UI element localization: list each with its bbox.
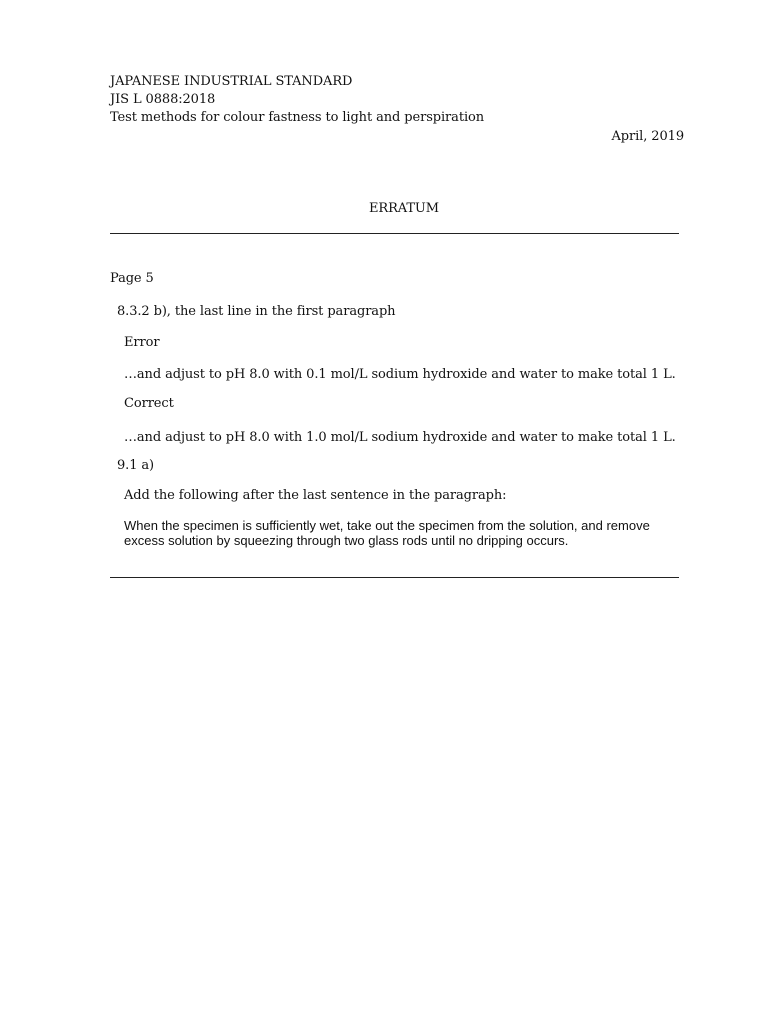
section-2-reference: 9.1 a) [117, 458, 155, 473]
section-2-instruction: Add the following after the last sentence in the paragraph: [124, 488, 507, 503]
error-text: …and adjust to pH 8.0 with 0.1 mol/L sodium hydroxide and water to make total 1 L. [124, 367, 676, 382]
correct-label: Correct [124, 396, 174, 411]
standard-code: JIS L 0888:2018 [110, 92, 216, 107]
organization-heading: JAPANESE INDUSTRIAL STANDARD [110, 74, 353, 89]
error-label: Error [124, 335, 160, 350]
added-text-line-2: excess solution by squeezing through two glass rods until no dripping occurs. [124, 533, 569, 548]
correct-text: …and adjust to pH 8.0 with 1.0 mol/L sodium hydroxide and water to make total 1 L. [124, 430, 676, 445]
erratum-title: ERRATUM [369, 201, 439, 216]
top-divider [110, 233, 679, 234]
section-1-reference: 8.3.2 b), the last line in the first paragraph [117, 304, 396, 319]
standard-title: Test methods for colour fastness to light and perspiration [110, 110, 484, 125]
issue-date: April, 2019 [611, 129, 684, 144]
page-reference: Page 5 [110, 271, 154, 286]
added-text-line-1: When the specimen is sufficiently wet, take out the specimen from the solution, and remove [124, 518, 650, 533]
bottom-divider [110, 577, 679, 578]
